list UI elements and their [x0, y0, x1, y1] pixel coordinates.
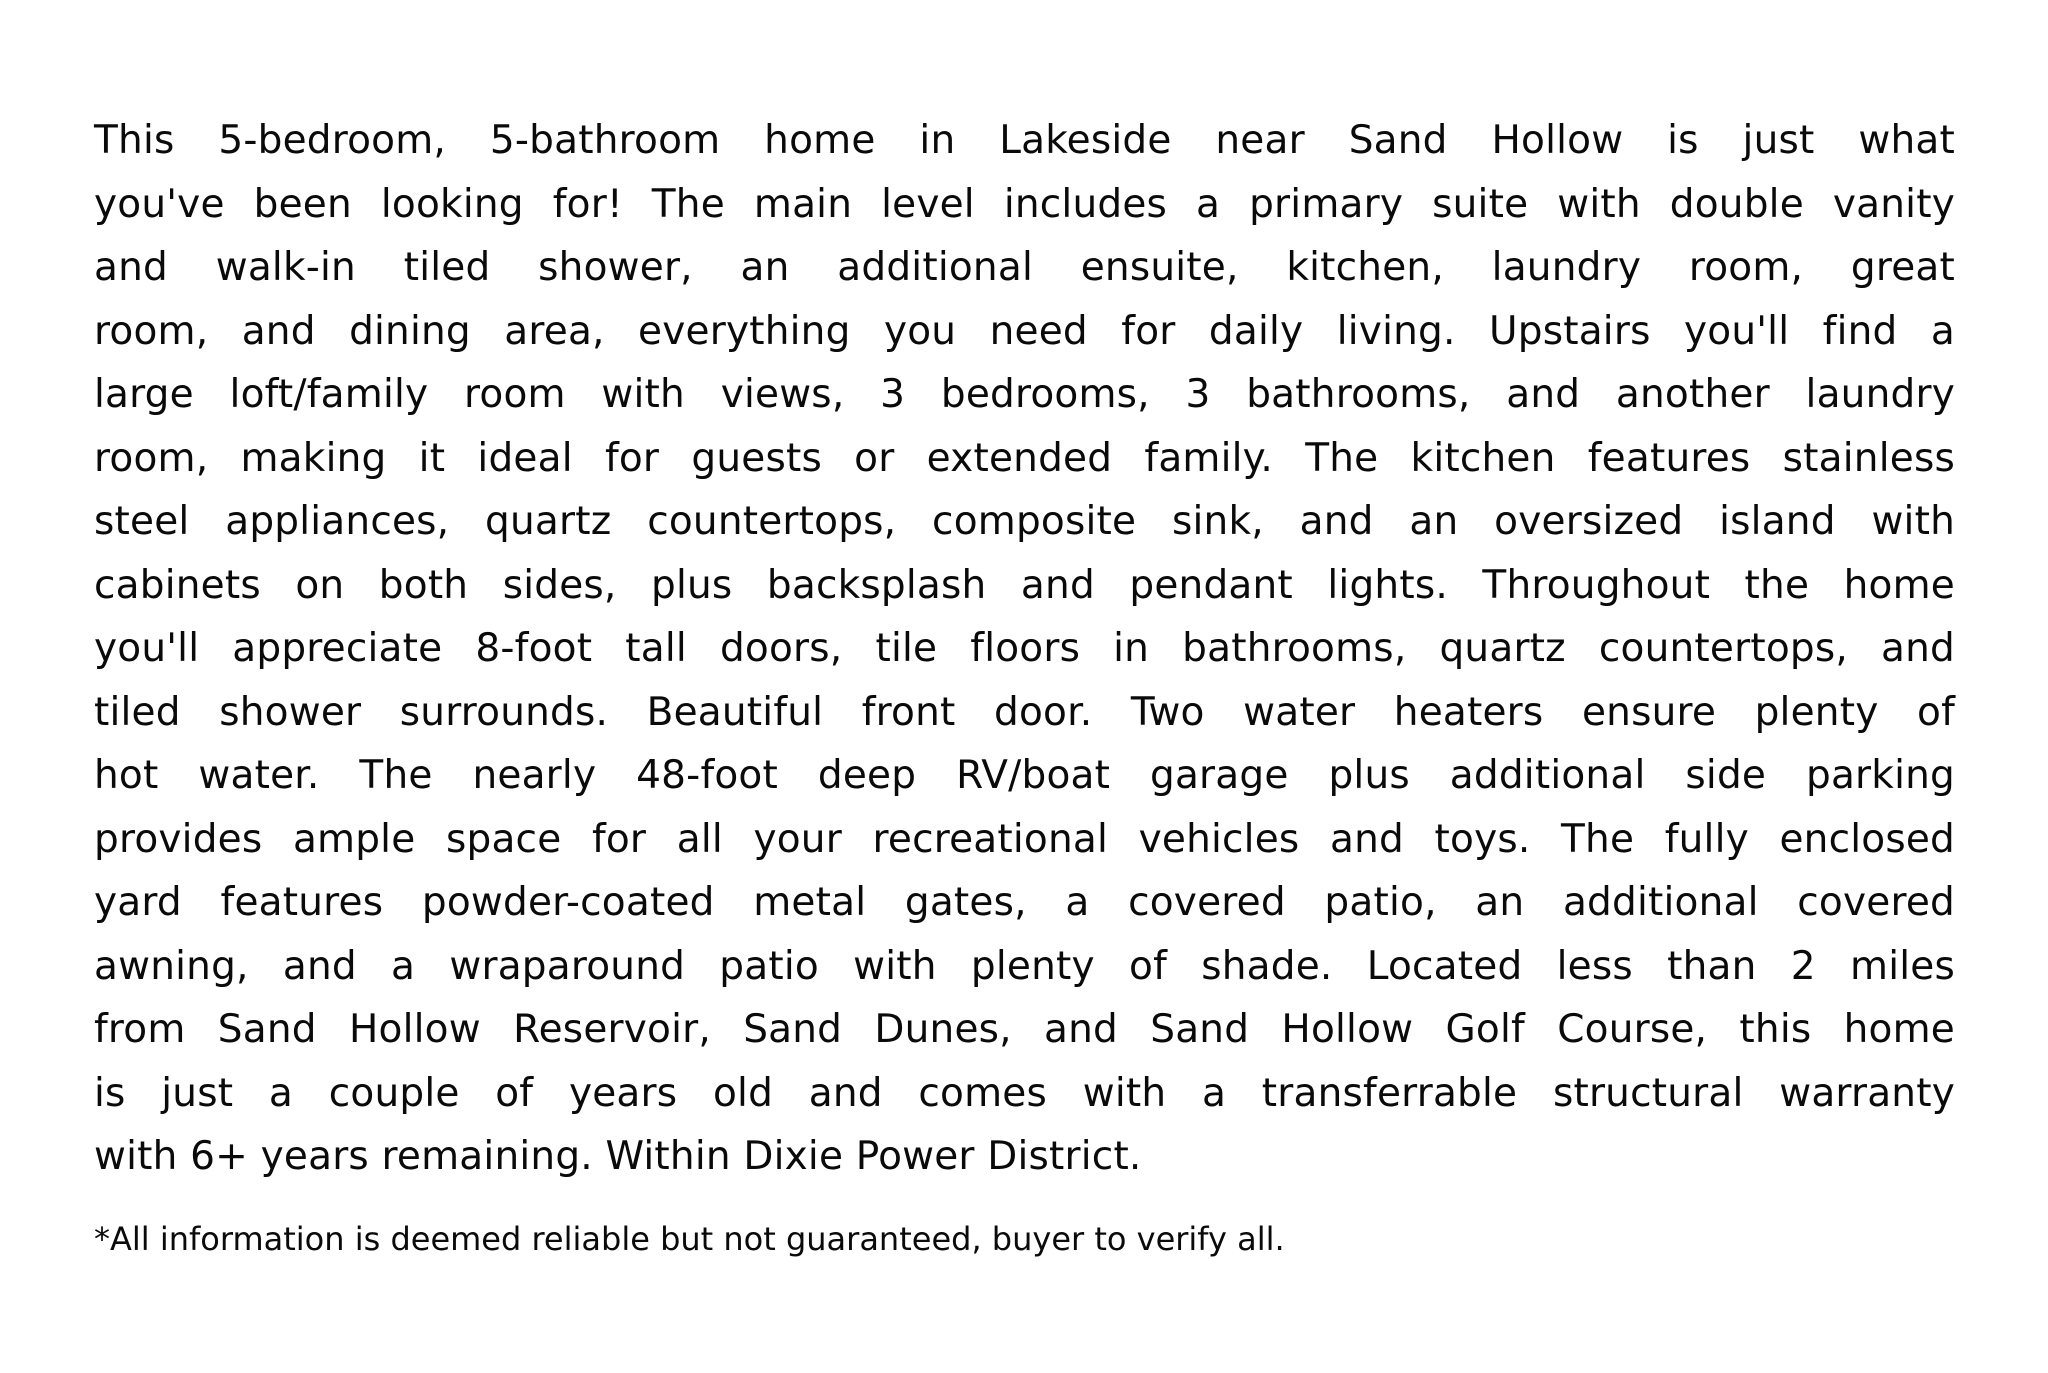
description-line: and walk-in tiled shower, an additional ensuite, kitchen, laundry room, great [94, 245, 1955, 290]
description-line: room, and dining area, everything you need for daily living. Upstairs you'll find a [94, 308, 1955, 354]
listing-description [94, 109, 1955, 1189]
description-line: from Sand Hollow Reservoir, Sand Dunes, and Sand Hollow Golf Course, this home [94, 1007, 1955, 1052]
description-line: is just a couple of years old and comes with a transferrable structural warranty [94, 1070, 1955, 1116]
description-line: cabinets on both sides, plus backsplash and pendant lights. Throughout the home [94, 562, 1955, 608]
description-line: you'll appreciate 8-foot tall doors, tile floors in bathrooms, quartz countertops, and [94, 626, 1955, 671]
description-line: This 5-bedroom, 5-bathroom home in Lakeside near Sand Hollow is just what [94, 118, 1955, 163]
description-line: you've been looking for! The main level includes a primary suite with double vanity [94, 181, 1955, 227]
description-line: steel appliances, quartz countertops, composite sink, and an oversized island with [94, 499, 1955, 544]
description-line: provides ample space for all your recreational vehicles and toys. The fully enclosed [94, 816, 1955, 862]
description-line: yard features powder-coated metal gates, a covered patio, an additional covered [94, 880, 1955, 925]
description-line: large loft/family room with views, 3 bedrooms, 3 bathrooms, and another laundry [94, 372, 1955, 417]
disclaimer-note: *All information is deemed reliable but not guaranteed, buyer to verify all. [94, 1220, 1285, 1258]
description-line: room, making it ideal for guests or extended family. The kitchen features stainless [94, 435, 1955, 481]
description-line: awning, and a wraparound patio with plenty of shade. Located less than 2 miles [94, 943, 1955, 989]
description-line: tiled shower surrounds. Beautiful front door. Two water heaters ensure plenty of [94, 689, 1955, 735]
description-line: hot water. The nearly 48-foot deep RV/boat garage plus additional side parking [94, 753, 1955, 798]
description-line-last: with 6+ years remaining. Within Dixie Power District. [94, 1134, 1142, 1179]
